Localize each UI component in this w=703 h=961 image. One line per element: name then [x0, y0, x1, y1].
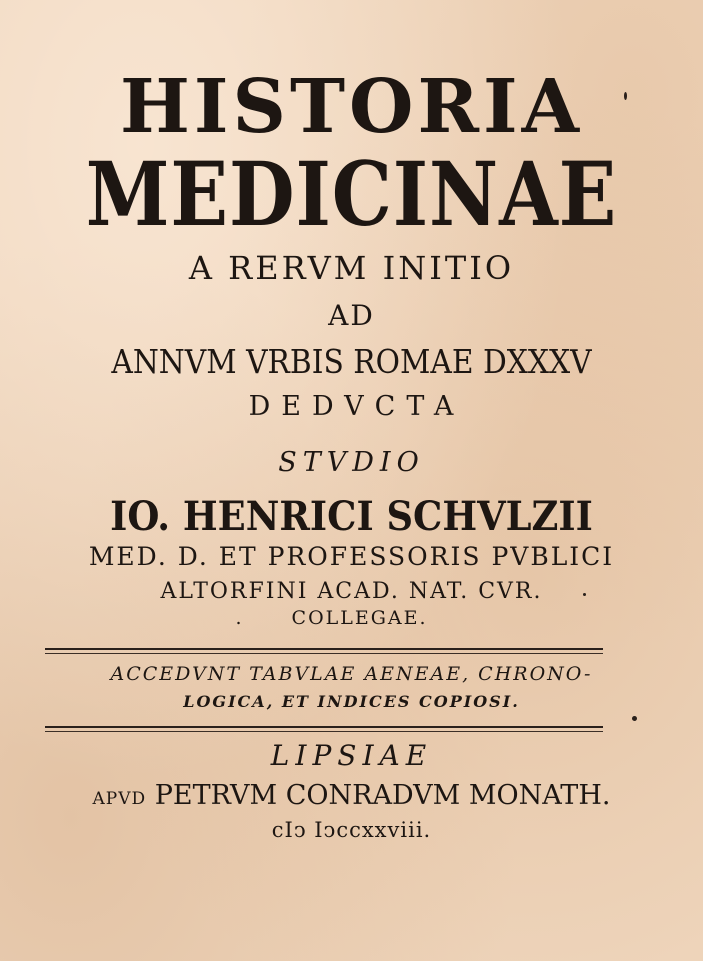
ink-speck: [583, 593, 586, 596]
imprint-year: cIↄ Iↄccxxviii.: [271, 818, 432, 842]
ink-speck: [624, 92, 627, 100]
publisher-name: PETRVM CONRADVM MONATH.: [154, 780, 611, 811]
author-name: IO. HENRICI SCHVLZII: [110, 493, 593, 540]
subtitle-line-1: A RERVM INITIO: [188, 249, 515, 287]
collegae-text: COLLEGAE.: [291, 607, 428, 629]
subtitle-line-2: AD: [328, 299, 375, 332]
accedunt-line-2: LOGICA, ET INDICES COPIOSI.: [183, 692, 520, 711]
divider-rule-top: [45, 648, 603, 654]
author-title-line-3: [0, 609, 703, 628]
studio-line: STVDIO: [278, 447, 425, 478]
publisher-prefix: APVD: [92, 789, 147, 809]
subtitle-line-4: DEDVCTA: [248, 391, 465, 422]
divider-rule-bottom: [45, 726, 603, 732]
subtitle-line-3: ANNVM VRBIS ROMAE DXXXV: [111, 342, 592, 381]
title-line-2: MEDICINAE: [85, 142, 618, 246]
author-title-line-1: MED. D. ET PROFESSORIS PVBLICI: [88, 542, 615, 571]
ink-speck: [632, 716, 637, 721]
author-title-line-2: ALTORFINI ACAD. NAT. CVR.: [160, 579, 543, 604]
stray-mark: .: [235, 607, 244, 629]
title-line-1: HISTORIA: [119, 64, 584, 150]
imprint-place: LIPSIAE: [270, 739, 433, 772]
imprint-publisher: [0, 782, 703, 809]
accedunt-line-1: ACCEDVNT TABVLAE AENEAE, CHRONO-: [110, 663, 593, 685]
